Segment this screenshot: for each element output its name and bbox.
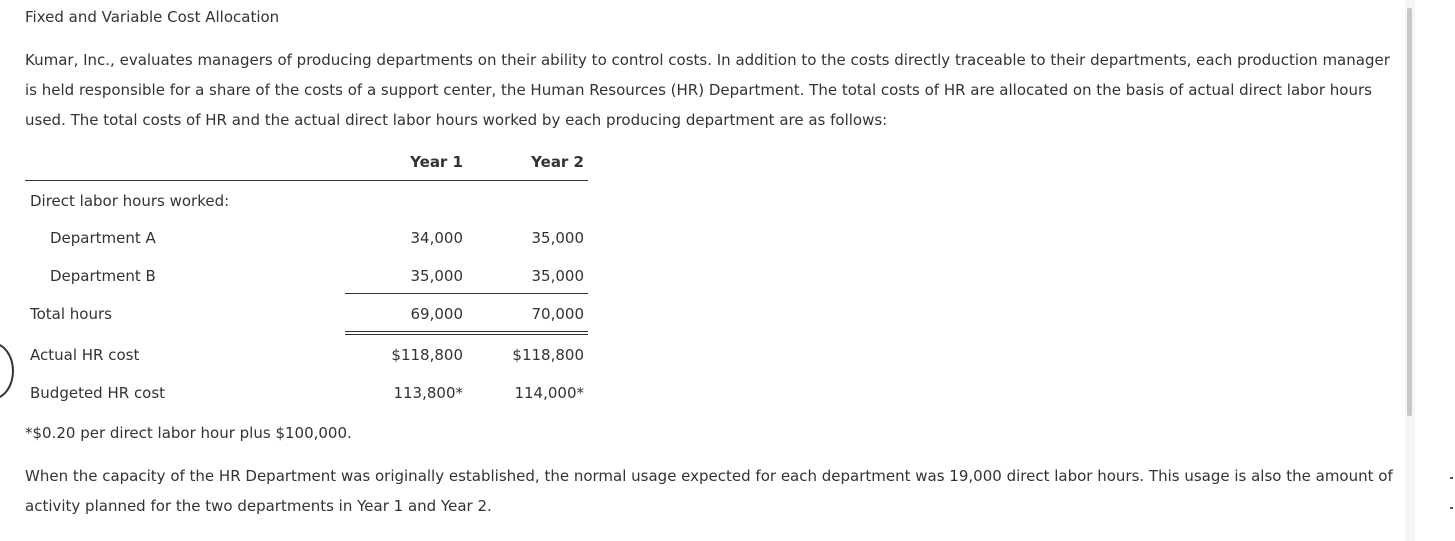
row-label-department-b: Department B <box>50 267 156 285</box>
department-a-year-1: 34,000 <box>410 229 463 247</box>
subtotal-rule <box>345 293 588 294</box>
row-label-actual-hr-cost: Actual HR cost <box>30 346 140 364</box>
department-a-year-2: 35,000 <box>531 229 584 247</box>
edge-mark-bottom <box>1450 507 1453 509</box>
row-label-department-a: Department A <box>50 229 156 247</box>
scrollbar-thumb[interactable] <box>1407 8 1412 416</box>
footnote: *$0.20 per direct labor hour plus $100,000. <box>25 424 352 442</box>
budgeted-hr-cost-year-2: 114,000* <box>514 384 584 402</box>
header-year-2: Year 2 <box>531 153 584 171</box>
intro-paragraph: Kumar, Inc., evaluates managers of producing departments on their ability to control costs. In addition to the costs directly traceable to their departments, each production manager is held responsible for a share of the costs of a support center, the Human Resources (HR) Department. The total costs of HR are allocated on the basis of actual direct labor hours used. The total costs of HR and the actual direct labor hours worked by each producing department are as follows: <box>25 51 1390 129</box>
department-b-year-1: 35,000 <box>410 267 463 285</box>
page-title: Fixed and Variable Cost Allocation <box>25 8 280 26</box>
double-rule-bottom <box>345 334 588 335</box>
row-label-total-hours: Total hours <box>30 305 112 323</box>
edge-mark-top <box>1450 477 1453 479</box>
header-rule <box>25 180 588 181</box>
header-year-1: Year 1 <box>410 153 463 171</box>
outro-paragraph: When the capacity of the HR Department was originally established, the normal usage expected for each department was 19,000 direct labor hours. This usage is also the amount of activity planned for the two departments in Year 1 and Year 2. <box>25 467 1393 515</box>
actual-hr-cost-year-2: $118,800 <box>512 346 584 364</box>
department-b-year-2: 35,000 <box>531 267 584 285</box>
total-hours-year-1: 69,000 <box>410 305 463 323</box>
left-arc-decoration <box>0 342 14 400</box>
total-hours-year-2: 70,000 <box>531 305 584 323</box>
actual-hr-cost-year-1: $118,800 <box>391 346 463 364</box>
section-label: Direct labor hours worked: <box>30 192 230 210</box>
double-rule-top <box>345 331 588 332</box>
row-label-budgeted-hr-cost: Budgeted HR cost <box>30 384 166 402</box>
budgeted-hr-cost-year-1: 113,800* <box>393 384 463 402</box>
